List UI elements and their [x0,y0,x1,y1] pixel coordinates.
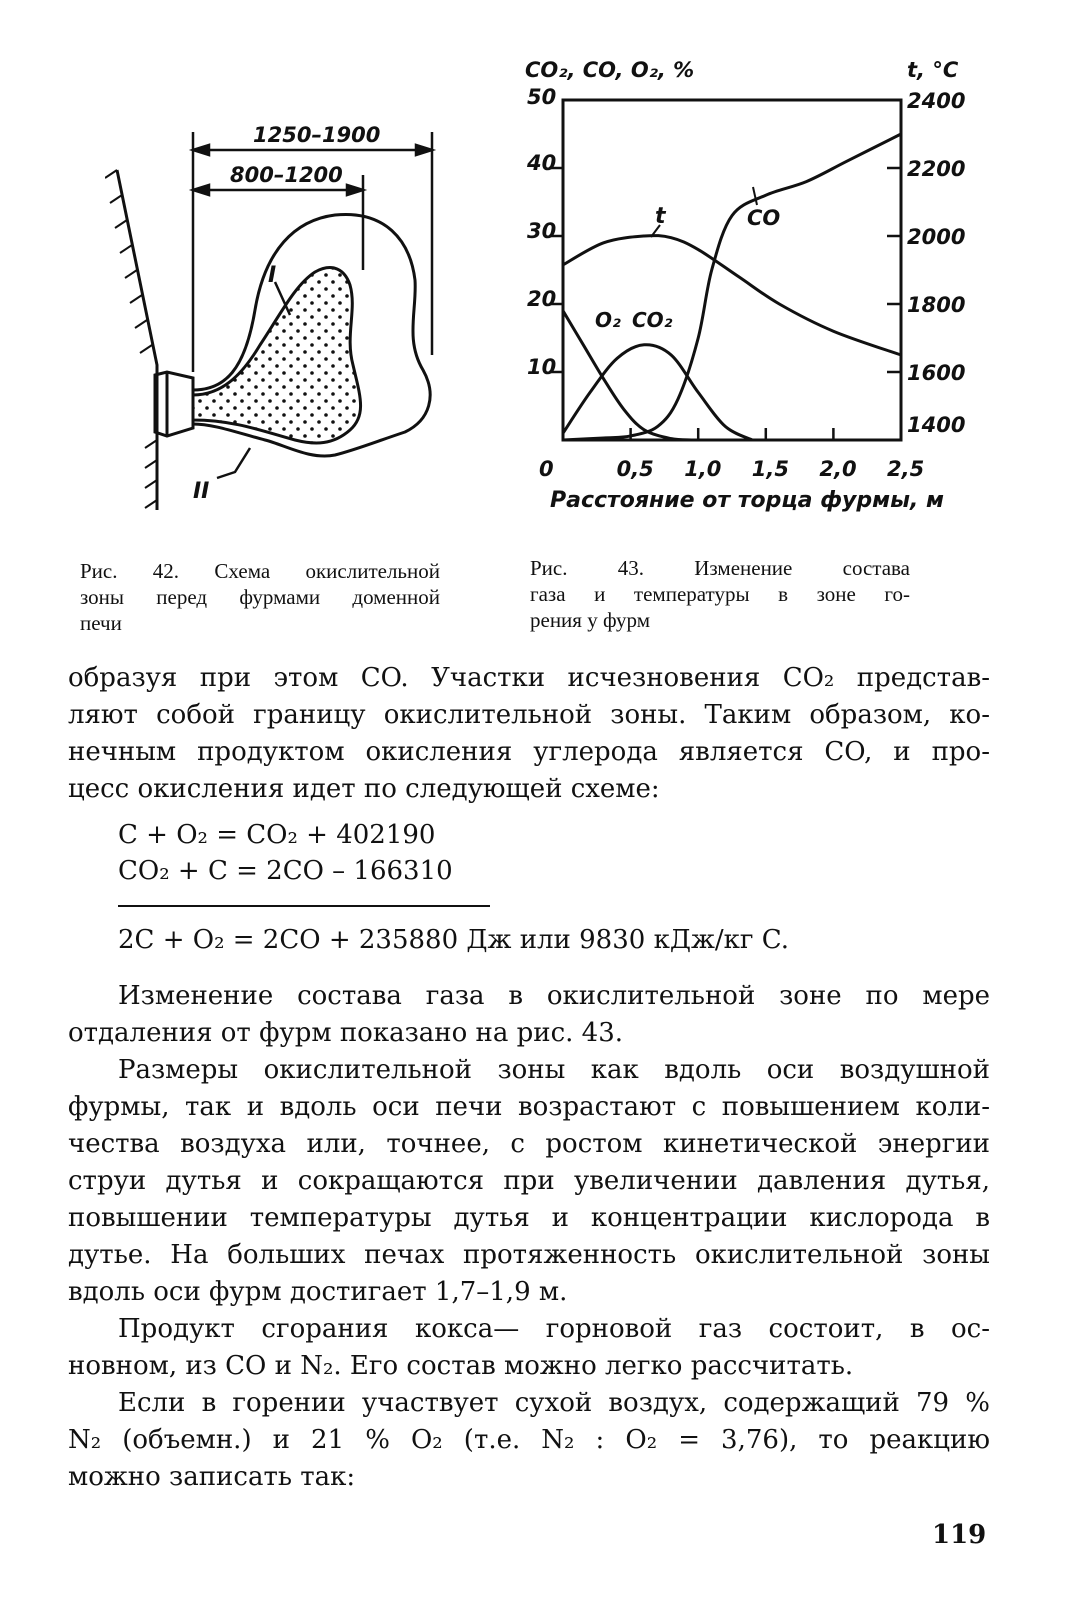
curve-label-co2: CO₂ [632,308,673,332]
tuyere [155,372,193,436]
y-left-tick-label: 50 [527,85,557,109]
caption-line: зоны перед фурмами доменной [80,585,440,609]
y-right-tick-label: 1800 [907,293,966,317]
caption-line: печи [80,611,122,635]
equation-1: C + O₂ = CO₂ + 402190 [118,820,436,850]
zone-i-label: I [268,263,277,288]
text-line: повышении температуры дутья и концентрации кислорода в [68,1203,990,1233]
text-line: фурмы, так и вдоль оси печи возрастают с повышением коли- [68,1092,990,1122]
figure-43-caption [530,555,910,633]
plot-frame [563,100,901,440]
text-line: Размеры окислительной зоны как вдоль оси воздушной [118,1055,990,1085]
curve-label-o2: O₂ [595,308,621,332]
y-left-tick-label: 20 [527,287,557,311]
y-right-tick-label: 1600 [907,361,966,385]
dim-outer-label: 1250–1900 [253,123,381,147]
text-line: можно записать так: [68,1462,356,1492]
y-right-tick-label: 2400 [907,89,966,113]
zone-ii-label: II [193,479,210,504]
text-line: нечным продуктом окисления углерода является CO, и про- [68,737,990,767]
caption-line: Рис. 43. Изменение состава [530,556,910,580]
x-axis-title: Расстояние от торца фурмы, м [550,488,944,513]
y-right-tick-label: 1400 [907,413,966,437]
x-tick-label: 2,5 [887,457,925,481]
figure-43-chart [515,55,975,525]
text-line: Изменение состава газа в окислительной зоне по мере [118,981,990,1011]
y-left-tick-label: 40 [527,151,557,175]
series-line-t [563,236,901,355]
x-tick-label: 1,5 [751,457,790,481]
text-line: образуя при этом CO. Участки исчезновения CO₂ представ- [68,663,990,693]
equation-rule [118,905,490,907]
label-pointer [753,187,757,205]
body-text [68,660,990,808]
figure-42-caption [80,558,440,636]
text-line: струи дутья и сокращаются при увеличении давления дутья, [68,1166,990,1196]
body-text-2 [68,978,990,1496]
y-right-axis-title: t, °C [907,58,959,82]
text-line: ляют собой границу окислительной зоны. Таким образом, ко- [68,700,990,730]
figure-42-oxidation-zone-scheme [105,110,450,520]
text-line: отдаления от фурм показано на рис. 43. [68,1018,624,1048]
text-line: дутье. На больших печах протяженность окислительной зоны [68,1240,990,1270]
caption-line: Рис. 42. Схема окислительной [80,559,440,583]
equation-2: CO₂ + C = 2CO – 166310 [118,856,453,886]
x-tick-label: 0 [539,457,554,481]
text-line: новном, из CO и N₂. Его состав можно легко рассчитать. [68,1351,854,1381]
caption-line: газа и температуры в зоне го- [530,582,910,606]
dim-inner-label: 800–1200 [230,163,343,187]
x-tick-label: 1,0 [684,457,722,481]
text-line: Продукт сгорания кокса— горновой газ состоит, в ос- [118,1314,990,1344]
chart-curves [563,134,901,440]
equation-sum: 2C + O₂ = 2CO + 235880 Дж или 9830 кДж/кг C. [118,925,790,955]
page-number: 119 [932,1520,987,1550]
x-tick-label: 2,0 [819,457,857,481]
y-right-tick-label: 2000 [907,225,966,249]
y-right-tick-label: 2200 [907,157,966,181]
text-line: Если в горении участвует сухой воздух, содержащий 79 % [118,1388,990,1418]
x-tick-label: 0,5 [616,457,654,481]
text-line: цесс окисления идет по следующей схеме: [68,774,660,804]
y-left-tick-label: 10 [527,355,557,379]
y-left-axis-title: CO₂, CO, O₂, % [525,58,695,82]
zone-i-boundary [193,268,361,443]
text-line: чества воздуха или, точнее, с ростом кинетической энергии [68,1129,990,1159]
curve-label-t: t [655,204,666,229]
y-left-tick-label: 30 [527,219,557,243]
caption-line: рения у фурм [530,608,651,632]
text-line: N₂ (объемн.) и 21 % O₂ (т.е. N₂ : O₂ = 3,76), то реакцию [68,1425,990,1455]
text-line: вдоль оси фурм достигает 1,7–1,9 м. [68,1277,568,1307]
curve-label-co: CO [747,206,781,230]
furnace-wall [105,170,157,510]
